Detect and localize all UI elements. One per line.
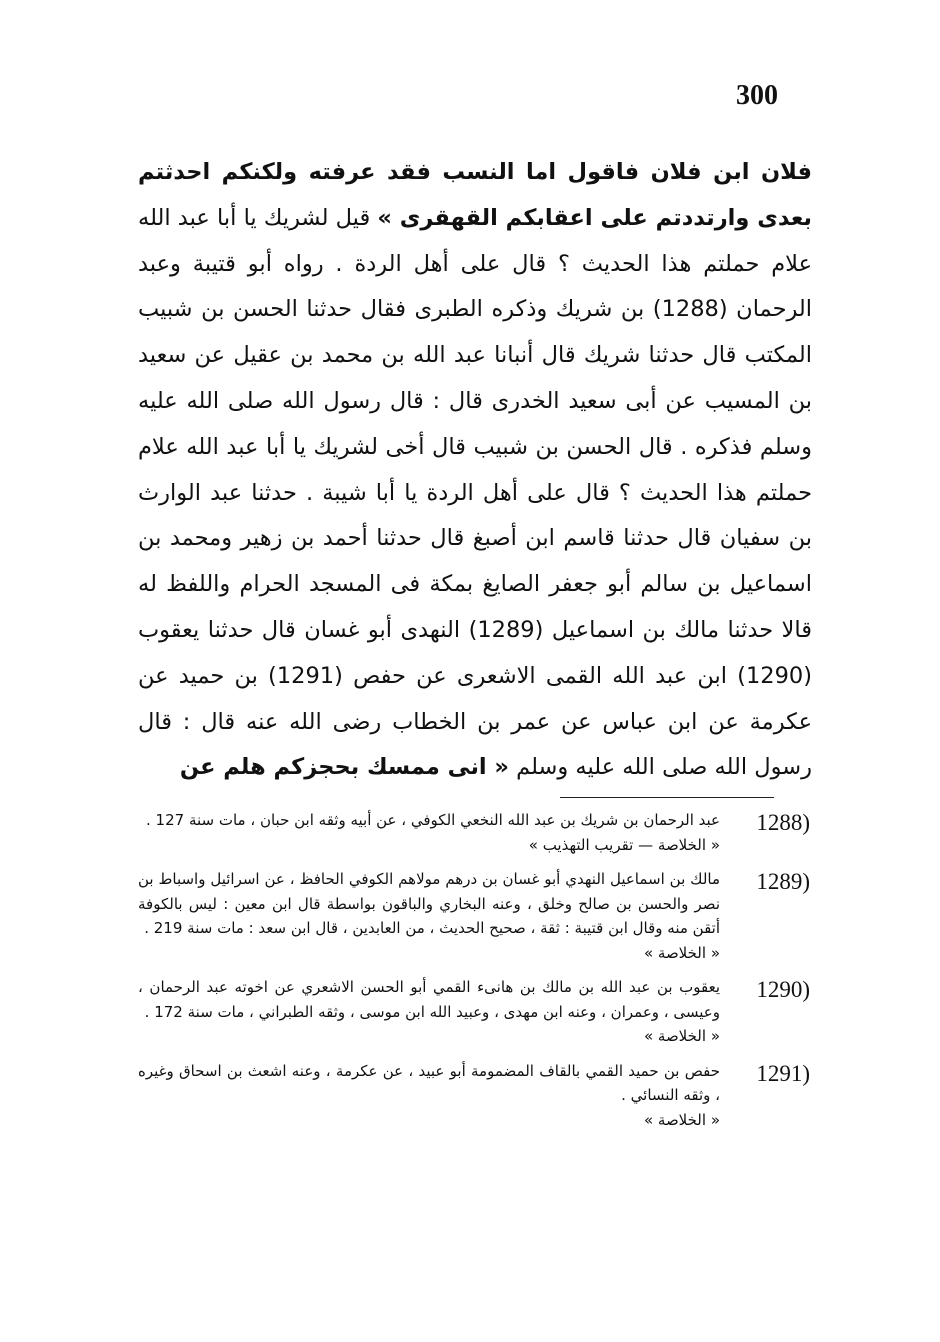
footnote-number: 1289): [756, 869, 810, 894]
footnote-text: حفص بن حميد القمي بالقاف المضمومة أبو عبيد ، عن عكرمة ، وعنه اشعث بن اسحاق وغيره ، وثقه النسائي .: [138, 1061, 720, 1104]
footnote-number: 1288): [756, 810, 810, 835]
footnotes: [138, 808, 810, 1142]
main-paragraph: [138, 150, 812, 791]
footnote-1290: [138, 975, 810, 1049]
footnote-1288: [138, 808, 810, 857]
footnote-1291: [138, 1059, 810, 1133]
body-text: قيل لشريك يا أبا عبد الله علام حملتم هذا الحديث ؟ قال على أهل الردة . رواه أبو قتيبة وعبد الرحمان (1288) بن شريك وذكره الطبرى فقال حدثنا الحسن بن شبيب المكتب قال حدثنا شريك قال أنبانا عبد الله بن محمد بن عقيل عن سعيد بن المسيب عن أبى سعيد الخدرى قال : قال رسول الله صلى الله عليه وسلم فذكره . قال الحسن بن شبيب قال أخى لشريك يا أبا عبد الله علام حملتم هذا الحديث ؟ قال على أهل الردة يا أبا شيبة . حدثنا عبد الوارث بن سفيان قال حدثنا قاسم ابن أصبغ قال حدثنا أحمد بن زهير ومحمد بن اسماعيل بن سالم أبو جعفر الصايغ بمكة فى المسجد الحرام واللفظ له قالا حدثنا مالك بن اسماعيل (1289) النهدى أبو غسان قال حدثنا يعقوب (1290) ابن عبد الله القمى الاشعرى عن حفص (1291) بن حميد عن عكرمة عن ابن عباس عن عمر بن الخطاب رضى الله عنه قال : قال رسول الله صلى الله عليه وسلم: [138, 204, 813, 781]
footnote-divider: [560, 797, 774, 798]
footnote-text: يعقوب بن عبد الله بن مالك بن هانىء القمي أبو الحسن الاشعري عن اخوته عبد الرحمان ، وعيسى ، وعمران ، وعنه ابن مهدى ، وعبيد الله ابن موسى ، وثقه الطبراني ، مات سنة 172 .: [138, 978, 720, 1021]
footnote-number: 1290): [756, 977, 810, 1002]
footnote-source: « الخلاصة »: [643, 943, 720, 962]
bold-opening-quote: فلان ابن فلان فاقول اما النسب فقد عرفته ولكنكم احدثتم بعدى وارتددتم على اعقابكم القهقرى »: [138, 159, 812, 231]
bold-closing-quote: « انى ممسك بحجزكم هلم عن: [179, 754, 509, 781]
footnote-number: 1291): [756, 1060, 810, 1086]
page-number: 300: [736, 80, 778, 111]
footnote-source: « الخلاصة »: [643, 1110, 720, 1129]
footnote-1289: [138, 867, 810, 965]
footnote-text: مالك بن اسماعيل النهدي أبو غسان بن درهم مولاهم الكوفي الحافظ ، عن اسرائيل واسباط بن نصر والحسن بن صالح وخلق ، وعنه البخاري والباقون بواسطة قال ابن معين : ليس بالكوفة أتقن منه وقال ابن قتيبة : ثقة ، صحيح الحديث ، من العابدين ، قال ابن سعد : مات سنة 219 .: [138, 870, 720, 937]
footnote-source: « الخلاصة — تقريب التهذيب »: [528, 835, 720, 854]
main-text: [138, 150, 812, 791]
footnote-text: عبد الرحمان بن شريك بن عبد الله النخعي الكوفي ، عن أبيه وثقه ابن حبان ، مات سنة 127 .: [146, 811, 720, 829]
footnote-source: « الخلاصة »: [643, 1027, 720, 1045]
